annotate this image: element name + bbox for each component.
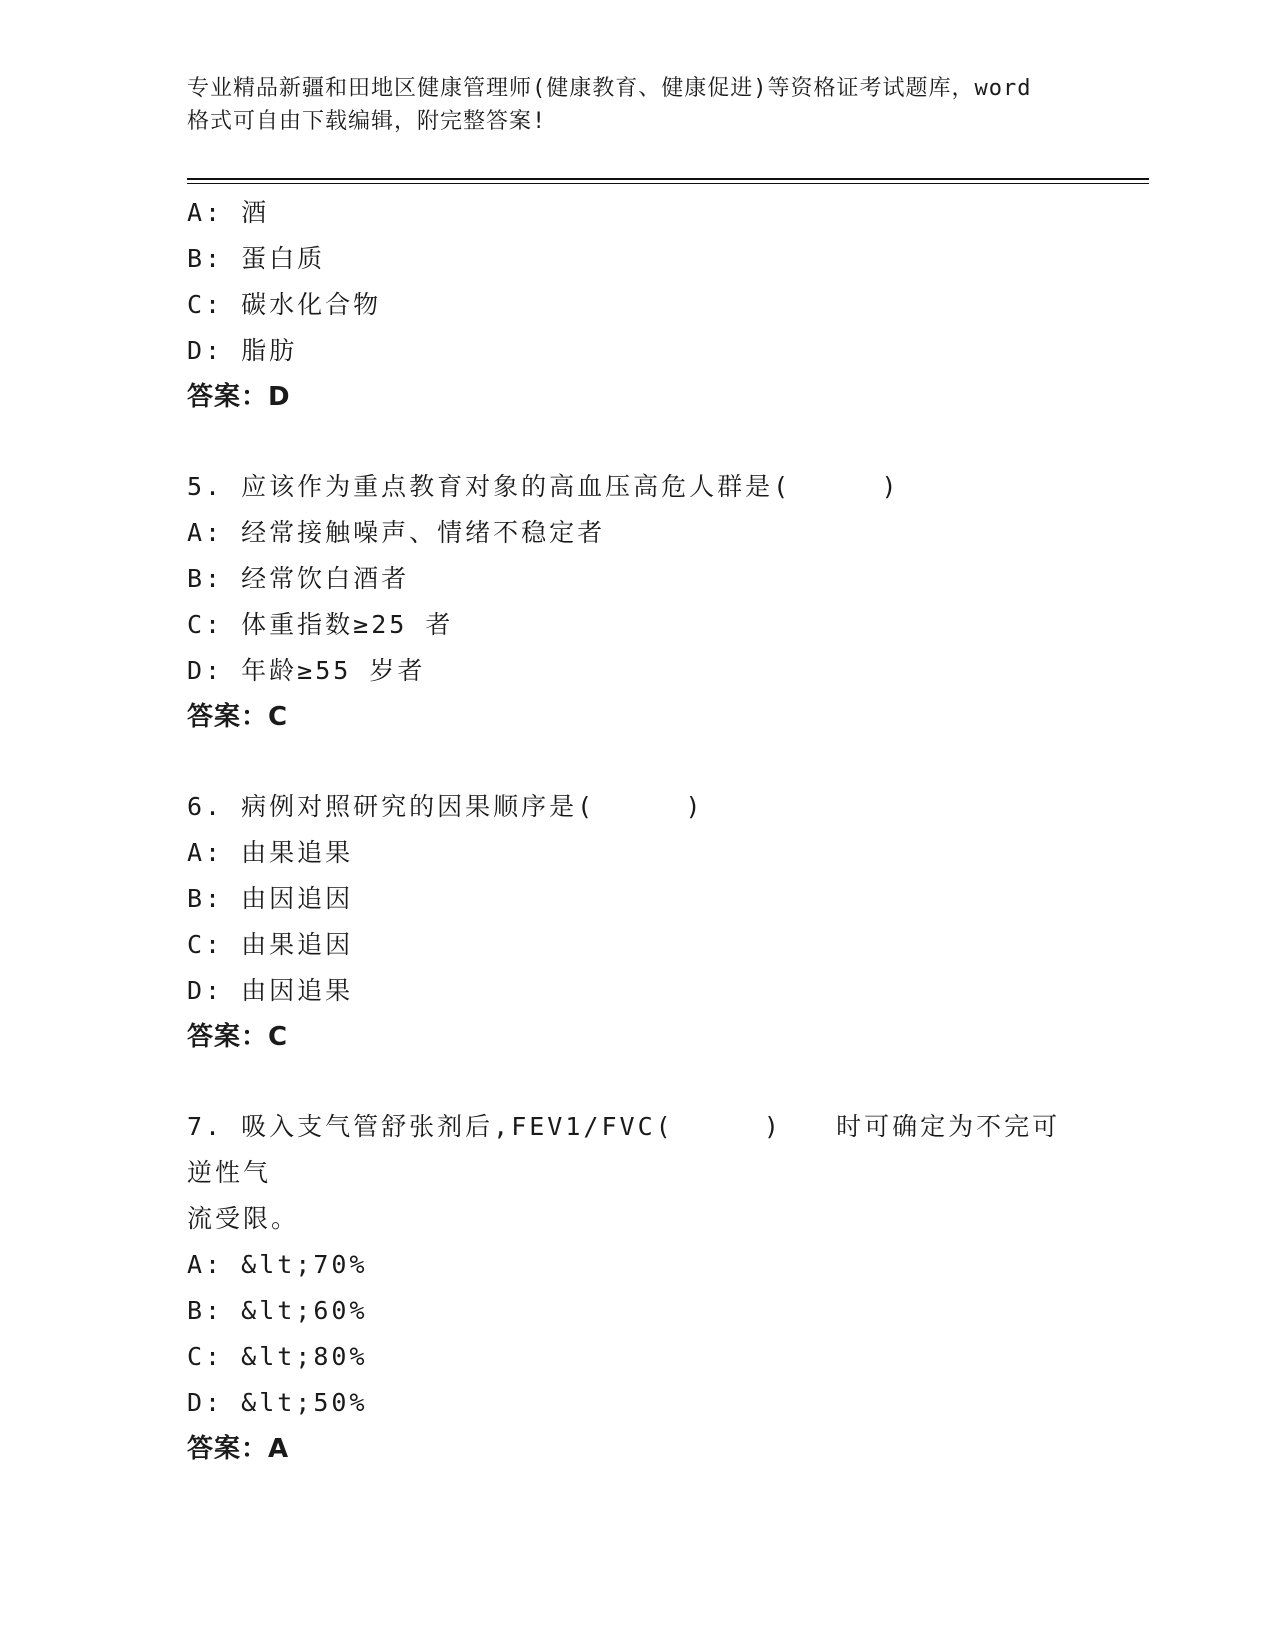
answer-line: 答案：C (187, 702, 289, 732)
option-d: D: &lt;50% (187, 1388, 368, 1417)
header-line-2: 格式可自由下载编辑，附完整答案! (187, 109, 547, 134)
header-divider-thin (187, 183, 1149, 184)
question-text: 5. 应该作为重点教育对象的高血压高危人群是( ) (187, 472, 900, 501)
header-divider-thick (187, 178, 1149, 180)
question-text: 6. 病例对照研究的因果顺序是( ) (187, 792, 704, 821)
question-6-block (187, 784, 1087, 1060)
question-list (187, 190, 1087, 1472)
answer-line: 答案：D (187, 382, 291, 412)
answer-line: 答案：A (187, 1434, 290, 1464)
option-b: B: 经常饮白酒者 (187, 564, 410, 593)
spacer (187, 420, 1087, 464)
option-c: C: 碳水化合物 (187, 290, 382, 319)
option-b: B: 由因追因 (187, 884, 354, 913)
option-b: B: 蛋白质 (187, 244, 326, 273)
answer-line: 答案：C (187, 1022, 289, 1052)
question-5-block (187, 464, 1087, 740)
question-text-line-2: 流受限。 (187, 1204, 300, 1233)
option-d: D: 脂肪 (187, 336, 298, 365)
spacer (187, 1060, 1087, 1104)
question-7-block (187, 1104, 1087, 1472)
option-a: A: 经常接触噪声、情绪不稳定者 (187, 518, 606, 547)
option-a: A: &lt;70% (187, 1250, 368, 1279)
option-d: D: 由因追果 (187, 976, 354, 1005)
option-a: A: 酒 (187, 198, 270, 227)
option-d: D: 年龄≥55 岁者 (187, 656, 426, 685)
option-c: C: &lt;80% (187, 1342, 368, 1371)
question-text-line-1: 7. 吸入支气管舒张剂后,FEV1/FVC( ) 时可确定为不完可逆性气 (187, 1112, 1061, 1187)
document-header (187, 72, 1087, 138)
option-b: B: &lt;60% (187, 1296, 368, 1325)
option-c: C: 由果追因 (187, 930, 354, 959)
question-4-block (187, 190, 1087, 420)
header-line-1: 专业精品新疆和田地区健康管理师(健康教育、健康促进)等资格证考试题库，word (187, 76, 1032, 101)
spacer (187, 740, 1087, 784)
option-c: C: 体重指数≥25 者 (187, 610, 454, 639)
option-a: A: 由果追果 (187, 838, 354, 867)
